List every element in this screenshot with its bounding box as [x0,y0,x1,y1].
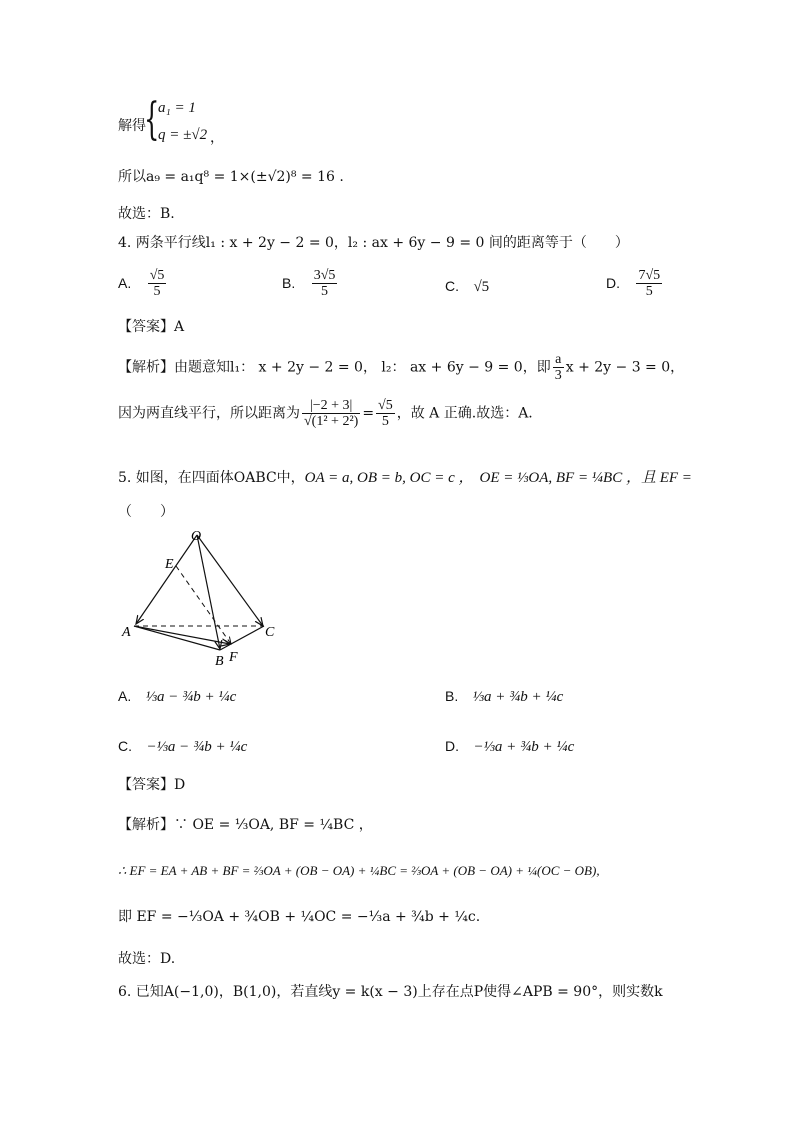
q5-option-b-label: B. [445,688,459,704]
q5-option-c-expr: −⅓a − ¾b + ¼c [146,739,248,755]
q4-analysis-1: 【解析】由题意知l₁： x + 2y − 2 = 0， l₂： ax + 6y − 9 = 0，即 $\frac{a}{3}$ x + 2y − 3 = 0， [118,352,685,383]
q5-analysis-2: ∴ EF = EA + AB + BF = ⅔OA + (OB − OA) + ¼BC = ⅔OA + (OB − OA) + ¼(OC − OB), [118,863,600,878]
q4-option-a[interactable] [118,268,168,299]
answer-b-line: 故选：B. [118,206,175,222]
label-B: B [215,654,224,666]
q5-option-b-expr: ⅓a + ¾b + ¼c [472,689,564,705]
q5-option-d[interactable] [445,738,574,756]
q4-option-b-frac: $\frac{3√5}{5}$ [313,268,336,299]
q5-answer: 【答案】D [118,777,186,793]
edge-BC [220,626,264,650]
q4-option-b[interactable] [282,268,339,299]
q4-option-b-label: B. [282,274,296,291]
q5-option-d-expr: −⅓a + ¾b + ¼c [473,739,575,755]
q4-analysis-2: 因为两直线平行，所以距离为 $\frac{|-2 + 3|}{\text{√(1² + 2²)}}$ = $\frac{√5}{5}$ ，故 A 正确.故选：A. [118,398,533,429]
edge-OA [136,535,197,624]
q5-option-c[interactable] [118,738,247,756]
label-F: F [229,650,238,665]
system-brace: { [144,94,160,145]
label-A: A [122,625,131,640]
label-C: C [265,625,275,640]
system-comma: ， [210,130,224,146]
q5-option-a-expr: ⅓a − ¾b + ¼c [145,689,237,705]
q4-option-c[interactable] [445,278,489,296]
q5-choose: 故选：D. [118,951,176,967]
edge-AB [134,626,220,650]
q5-option-c-label: C. [118,738,132,754]
q4-option-d-frac: $\frac{7√5}{5}$ [638,268,661,299]
q4-option-a-label: A. [118,274,132,291]
q6-stem: 6. 已知A(−1,0)，B(1,0)，若直线y = k(x − 3)上存在点P使得∠APB = 90°，则实数k [118,984,663,1000]
label-O: O [191,529,202,544]
edge-OC [197,535,263,626]
system-eq-2: q = ±√2 [158,127,208,143]
q5-option-b[interactable] [445,688,563,706]
label-E: E [165,557,174,572]
q4-option-d-label: D. [606,274,620,291]
q4-option-d[interactable] [606,268,664,299]
q5-option-a-label: A. [118,688,132,704]
q5-option-d-label: D. [445,738,459,754]
q4-option-c-label: C. [445,278,459,294]
segment-EF-dashed [176,566,231,644]
sol-jiede: 解得 [118,118,146,134]
tetrahedron-figure [118,526,288,666]
q5-analysis-1: 【解析】∵ OE = ⅓OA, BF = ¼BC ， [118,817,373,833]
q5-stem: 5. 如图，在四面体OABC中，OA = a, OB = b, OC = c ， OE = ⅓OA, BF = ¼BC ，且 EF = [118,470,692,486]
q4-stem: 4. 两条平行线l₁ : x + 2y − 2 = 0，l₂ : ax + 6y − 9 = 0 间的距离等于（ ） [118,235,629,251]
q5-paren: （ ） [118,504,174,520]
system-eq-1: a₁ = 1 [158,100,196,116]
edge-OB [197,535,220,649]
q5-analysis-3: 即 EF = −⅓OA + ¾OB + ¼OC = −⅓a + ¾b + ¼c. [118,909,481,925]
q5-option-a[interactable] [118,688,236,706]
q4-option-a-frac: $\frac{√5}{5}$ [149,268,165,299]
q4-answer: 【答案】A [118,319,185,335]
a9-line: 所以a₉ = a₁q⁸ = 1×(±√2)⁸ = 16 . [118,169,344,185]
q4-option-c-value: √5 [473,279,490,295]
